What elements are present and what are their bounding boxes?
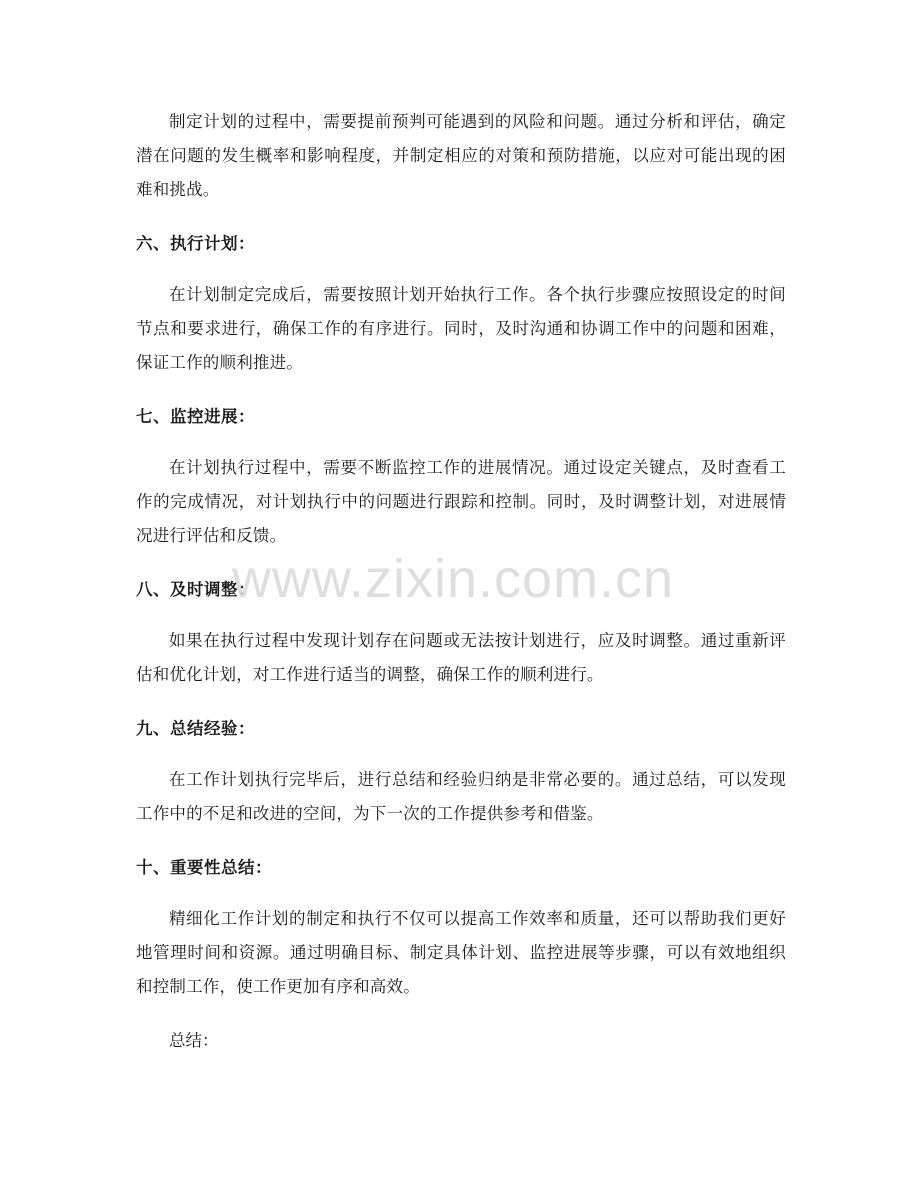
section-heading-7: 七、监控进展：	[136, 407, 255, 426]
section-heading-8: 八、及时调整：	[136, 580, 255, 599]
section-heading-6: 六、执行计划：	[136, 234, 255, 253]
section-heading-9: 九、总结经验：	[136, 719, 255, 738]
section-body-6: 在计划制定完成后，需要按照计划开始执行工作。各个执行步骤应按照设定的时间节点和要求进行，确保工作的有序进行。同时，及时沟通和协调工作中的问题和困难，保证工作的顺利推进。	[136, 285, 786, 372]
section-body-8: 如果在执行过程中发现计划存在问题或无法按计划进行，应及时调整。通过重新评估和优化计划，对工作进行适当的调整，确保工作的顺利进行。	[136, 631, 786, 684]
section-body-9: 在工作计划执行完毕后，进行总结和经验归纳是非常必要的。通过总结，可以发现工作中的不足和改进的空间，为下一次的工作提供参考和借鉴。	[136, 770, 786, 823]
summary-label: 总结：	[169, 1031, 219, 1050]
document-content	[136, 105, 786, 1058]
intro-paragraph: 制定计划的过程中，需要提前预判可能遇到的风险和问题。通过分析和评估，确定潜在问题的发生概率和影响程度，并制定相应的对策和预防措施，以应对可能出现的困难和挑战。	[136, 112, 786, 199]
section-body-7: 在计划执行过程中，需要不断监控工作的进展情况。通过设定关键点，及时查看工作的完成情况，对计划执行中的问题进行跟踪和控制。同时，及时调整计划，对进展情况进行评估和反馈。	[136, 458, 786, 545]
section-body-10: 精细化工作计划的制定和执行不仅可以提高工作效率和质量，还可以帮助我们更好地管理时间和资源。通过明确目标、制定具体计划、监控进展等步骤，可以有效地组织和控制工作，使工作更加有序和高效。	[136, 909, 786, 996]
section-heading-10: 十、重要性总结：	[136, 858, 272, 877]
watermark-text: www.zixin.com.cn	[232, 549, 675, 609]
